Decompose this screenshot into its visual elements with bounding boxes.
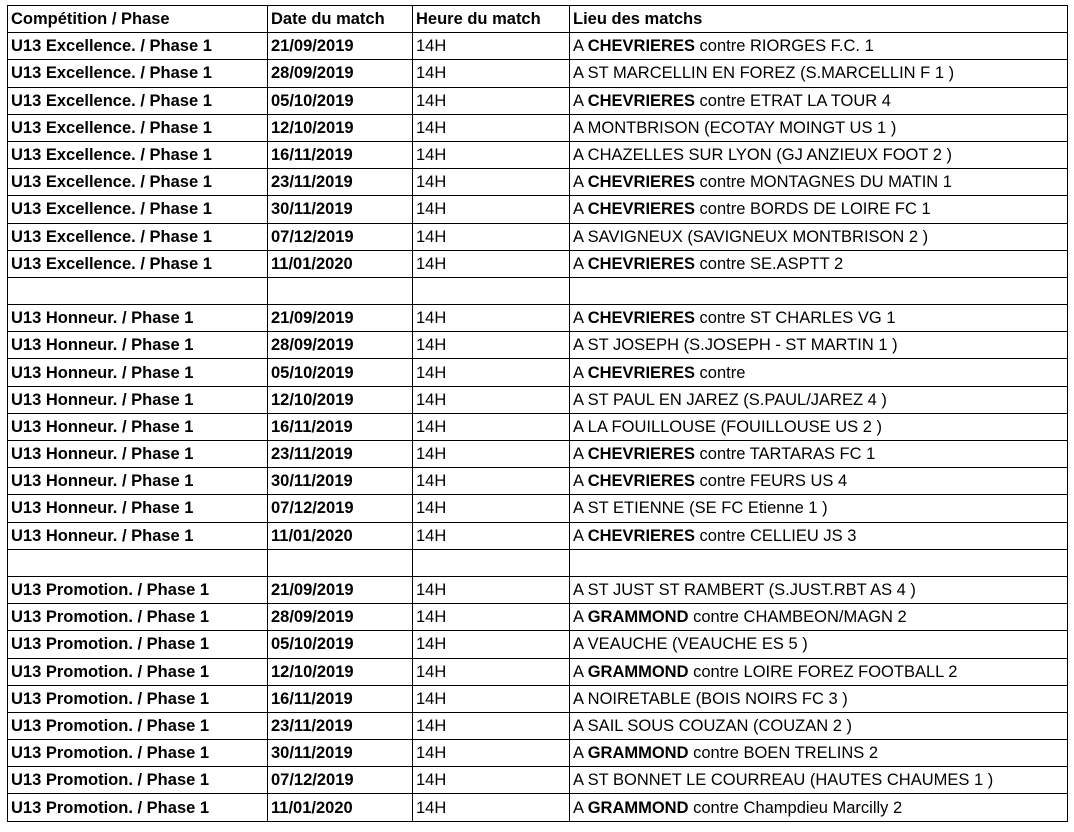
place-lead-text: A bbox=[573, 662, 588, 681]
time-cell: 14H bbox=[413, 767, 570, 794]
place-cell bbox=[570, 60, 1068, 87]
time-cell: 14H bbox=[413, 114, 570, 141]
time-cell: 14H bbox=[413, 141, 570, 168]
time-cell: 14H bbox=[413, 468, 570, 495]
time-cell: 14H bbox=[413, 658, 570, 685]
place-lead-text: A bbox=[573, 608, 588, 627]
home-team-name: CHEVRIERES bbox=[587, 173, 695, 192]
table-row bbox=[8, 522, 1068, 549]
place-lead-text: A VEAUCHE (VEAUCHE ES 5 ) bbox=[573, 635, 808, 654]
date-cell: 16/11/2019 bbox=[268, 685, 413, 712]
place-lead-text: A CHAZELLES SUR LYON (GJ ANZIEUX FOOT 2 ) bbox=[573, 146, 952, 165]
date-cell: 12/10/2019 bbox=[268, 658, 413, 685]
place-trail-text: contre bbox=[694, 363, 746, 382]
time-cell: 14H bbox=[413, 495, 570, 522]
place-lead-text: A SAVIGNEUX (SAVIGNEUX MONTBRISON 2 ) bbox=[573, 227, 929, 246]
home-team-name: GRAMMOND bbox=[587, 798, 689, 817]
home-team-name: CHEVRIERES bbox=[587, 472, 695, 491]
place-lead-text: A bbox=[573, 200, 588, 219]
table-row bbox=[8, 386, 1068, 413]
place-lead-text: A bbox=[573, 472, 588, 491]
place-lead-text: A bbox=[573, 254, 588, 273]
table-row bbox=[8, 658, 1068, 685]
home-team-name: CHEVRIERES bbox=[587, 526, 695, 545]
table-row bbox=[8, 441, 1068, 468]
competition-cell: U13 Excellence. / Phase 1 bbox=[8, 223, 268, 250]
place-lead-text: A bbox=[573, 526, 588, 545]
date-cell: 28/09/2019 bbox=[268, 332, 413, 359]
competition-cell: U13 Honneur. / Phase 1 bbox=[8, 441, 268, 468]
table-row bbox=[8, 468, 1068, 495]
place-cell bbox=[570, 522, 1068, 549]
date-cell: 30/11/2019 bbox=[268, 740, 413, 767]
competition-cell bbox=[8, 549, 268, 576]
competition-cell: U13 Excellence. / Phase 1 bbox=[8, 141, 268, 168]
date-cell: 23/11/2019 bbox=[268, 712, 413, 739]
time-cell: 14H bbox=[413, 169, 570, 196]
place-lead-text: A bbox=[573, 173, 588, 192]
date-cell: 12/10/2019 bbox=[268, 386, 413, 413]
date-cell: 07/12/2019 bbox=[268, 495, 413, 522]
place-trail-text: contre LOIRE FOREZ FOOTBALL 2 bbox=[688, 662, 958, 681]
place-cell bbox=[570, 359, 1068, 386]
place-lead-text: A bbox=[573, 91, 588, 110]
header-row bbox=[8, 6, 1068, 33]
time-cell: 14H bbox=[413, 223, 570, 250]
home-team-name: GRAMMOND bbox=[587, 744, 689, 763]
table-row bbox=[8, 196, 1068, 223]
time-cell: 14H bbox=[413, 359, 570, 386]
place-lead-text: A LA FOUILLOUSE (FOUILLOUSE US 2 ) bbox=[573, 417, 883, 436]
place-trail-text: contre ST CHARLES VG 1 bbox=[694, 309, 896, 328]
place-cell bbox=[570, 495, 1068, 522]
date-cell: 21/09/2019 bbox=[268, 305, 413, 332]
place-cell bbox=[570, 549, 1068, 576]
table-row bbox=[8, 604, 1068, 631]
competition-cell: U13 Honneur. / Phase 1 bbox=[8, 359, 268, 386]
place-cell bbox=[570, 277, 1068, 304]
time-cell: 14H bbox=[413, 740, 570, 767]
place-lead-text: A MONTBRISON (ECOTAY MOINGT US 1 ) bbox=[573, 118, 897, 137]
place-lead-text: A bbox=[573, 798, 588, 817]
place-cell bbox=[570, 196, 1068, 223]
place-cell bbox=[570, 631, 1068, 658]
date-cell bbox=[268, 549, 413, 576]
place-lead-text: A ST PAUL EN JAREZ (S.PAUL/JAREZ 4 ) bbox=[573, 390, 887, 409]
table-row bbox=[8, 33, 1068, 60]
place-cell bbox=[570, 576, 1068, 603]
date-cell: 05/10/2019 bbox=[268, 87, 413, 114]
table-row bbox=[8, 141, 1068, 168]
place-lead-text: A bbox=[573, 37, 588, 56]
schedule-body bbox=[8, 33, 1068, 821]
competition-cell: U13 Promotion. / Phase 1 bbox=[8, 685, 268, 712]
place-cell bbox=[570, 305, 1068, 332]
table-row bbox=[8, 250, 1068, 277]
time-cell bbox=[413, 549, 570, 576]
table-row bbox=[8, 305, 1068, 332]
competition-cell: U13 Promotion. / Phase 1 bbox=[8, 604, 268, 631]
place-lead-text: A bbox=[573, 363, 588, 382]
place-cell bbox=[570, 685, 1068, 712]
header-competition: Compétition / Phase bbox=[8, 6, 268, 33]
place-cell bbox=[570, 386, 1068, 413]
place-trail-text: contre FEURS US 4 bbox=[694, 472, 848, 491]
time-cell: 14H bbox=[413, 576, 570, 603]
time-cell: 14H bbox=[413, 441, 570, 468]
time-cell: 14H bbox=[413, 250, 570, 277]
place-cell bbox=[570, 413, 1068, 440]
time-cell: 14H bbox=[413, 685, 570, 712]
date-cell: 28/09/2019 bbox=[268, 60, 413, 87]
date-cell: 12/10/2019 bbox=[268, 114, 413, 141]
date-cell bbox=[268, 277, 413, 304]
competition-cell: U13 Honneur. / Phase 1 bbox=[8, 413, 268, 440]
place-cell bbox=[570, 141, 1068, 168]
place-cell bbox=[570, 658, 1068, 685]
table-row bbox=[8, 631, 1068, 658]
competition-cell: U13 Excellence. / Phase 1 bbox=[8, 114, 268, 141]
place-trail-text: contre RIORGES F.C. 1 bbox=[694, 37, 874, 56]
date-cell: 23/11/2019 bbox=[268, 441, 413, 468]
home-team-name: CHEVRIERES bbox=[587, 254, 695, 273]
time-cell: 14H bbox=[413, 60, 570, 87]
home-team-name: GRAMMOND bbox=[587, 662, 689, 681]
competition-cell: U13 Excellence. / Phase 1 bbox=[8, 169, 268, 196]
header-place: Lieu des matchs bbox=[570, 6, 1068, 33]
time-cell: 14H bbox=[413, 522, 570, 549]
home-team-name: GRAMMOND bbox=[587, 608, 689, 627]
competition-cell: U13 Honneur. / Phase 1 bbox=[8, 495, 268, 522]
competition-cell: U13 Honneur. / Phase 1 bbox=[8, 305, 268, 332]
competition-cell: U13 Promotion. / Phase 1 bbox=[8, 767, 268, 794]
time-cell: 14H bbox=[413, 332, 570, 359]
date-cell: 23/11/2019 bbox=[268, 169, 413, 196]
date-cell: 16/11/2019 bbox=[268, 141, 413, 168]
time-cell: 14H bbox=[413, 631, 570, 658]
date-cell: 05/10/2019 bbox=[268, 631, 413, 658]
table-row bbox=[8, 495, 1068, 522]
competition-cell: U13 Excellence. / Phase 1 bbox=[8, 250, 268, 277]
place-lead-text: A ST MARCELLIN EN FOREZ (S.MARCELLIN F 1 ) bbox=[573, 64, 955, 83]
place-lead-text: A bbox=[573, 744, 588, 763]
date-cell: 05/10/2019 bbox=[268, 359, 413, 386]
home-team-name: CHEVRIERES bbox=[587, 309, 695, 328]
table-row bbox=[8, 359, 1068, 386]
place-cell bbox=[570, 712, 1068, 739]
table-row bbox=[8, 223, 1068, 250]
date-cell: 21/09/2019 bbox=[268, 576, 413, 603]
place-lead-text: A SAIL SOUS COUZAN (COUZAN 2 ) bbox=[573, 716, 853, 735]
table-row bbox=[8, 332, 1068, 359]
time-cell: 14H bbox=[413, 712, 570, 739]
date-cell: 11/01/2020 bbox=[268, 250, 413, 277]
home-team-name: CHEVRIERES bbox=[587, 363, 695, 382]
place-trail-text: contre BORDS DE LOIRE FC 1 bbox=[694, 200, 931, 219]
place-cell bbox=[570, 767, 1068, 794]
place-trail-text: contre Champdieu Marcilly 2 bbox=[688, 798, 903, 817]
table-row bbox=[8, 60, 1068, 87]
table-row bbox=[8, 685, 1068, 712]
table-row bbox=[8, 740, 1068, 767]
separator-row bbox=[8, 277, 1068, 304]
place-cell bbox=[570, 604, 1068, 631]
home-team-name: CHEVRIERES bbox=[587, 200, 695, 219]
competition-cell: U13 Promotion. / Phase 1 bbox=[8, 794, 268, 821]
home-team-name: CHEVRIERES bbox=[587, 37, 695, 56]
place-cell bbox=[570, 250, 1068, 277]
time-cell: 14H bbox=[413, 794, 570, 821]
table-row bbox=[8, 169, 1068, 196]
date-cell: 21/09/2019 bbox=[268, 33, 413, 60]
date-cell: 11/01/2020 bbox=[268, 522, 413, 549]
competition-cell: U13 Promotion. / Phase 1 bbox=[8, 631, 268, 658]
competition-cell: U13 Excellence. / Phase 1 bbox=[8, 60, 268, 87]
competition-cell: U13 Promotion. / Phase 1 bbox=[8, 658, 268, 685]
separator-row bbox=[8, 549, 1068, 576]
place-lead-text: A ST JUST ST RAMBERT (S.JUST.RBT AS 4 ) bbox=[573, 581, 916, 600]
date-cell: 07/12/2019 bbox=[268, 767, 413, 794]
time-cell: 14H bbox=[413, 33, 570, 60]
date-cell: 16/11/2019 bbox=[268, 413, 413, 440]
time-cell: 14H bbox=[413, 604, 570, 631]
date-cell: 07/12/2019 bbox=[268, 223, 413, 250]
place-lead-text: A ST ETIENNE (SE FC Etienne 1 ) bbox=[573, 499, 828, 518]
competition-cell: U13 Promotion. / Phase 1 bbox=[8, 576, 268, 603]
time-cell: 14H bbox=[413, 196, 570, 223]
place-lead-text: A ST JOSEPH (S.JOSEPH - ST MARTIN 1 ) bbox=[573, 336, 898, 355]
competition-cell: U13 Honneur. / Phase 1 bbox=[8, 386, 268, 413]
time-cell: 14H bbox=[413, 413, 570, 440]
place-cell bbox=[570, 740, 1068, 767]
place-lead-text: A bbox=[573, 309, 588, 328]
competition-cell: U13 Excellence. / Phase 1 bbox=[8, 87, 268, 114]
competition-cell: U13 Promotion. / Phase 1 bbox=[8, 712, 268, 739]
place-lead-text: A NOIRETABLE (BOIS NOIRS FC 3 ) bbox=[573, 689, 848, 708]
place-trail-text: contre BOEN TRELINS 2 bbox=[688, 744, 879, 763]
table-row bbox=[8, 712, 1068, 739]
table-row bbox=[8, 794, 1068, 821]
header-time: Heure du match bbox=[413, 6, 570, 33]
place-trail-text: contre ETRAT LA TOUR 4 bbox=[694, 91, 891, 110]
competition-cell: U13 Honneur. / Phase 1 bbox=[8, 522, 268, 549]
table-row bbox=[8, 576, 1068, 603]
competition-cell: U13 Excellence. / Phase 1 bbox=[8, 196, 268, 223]
place-trail-text: contre TARTARAS FC 1 bbox=[694, 445, 876, 464]
time-cell bbox=[413, 277, 570, 304]
date-cell: 30/11/2019 bbox=[268, 468, 413, 495]
date-cell: 11/01/2020 bbox=[268, 794, 413, 821]
match-schedule-table bbox=[7, 5, 1068, 822]
competition-cell: U13 Excellence. / Phase 1 bbox=[8, 33, 268, 60]
time-cell: 14H bbox=[413, 305, 570, 332]
place-cell bbox=[570, 114, 1068, 141]
place-cell bbox=[570, 223, 1068, 250]
place-lead-text: A bbox=[573, 445, 588, 464]
date-cell: 30/11/2019 bbox=[268, 196, 413, 223]
time-cell: 14H bbox=[413, 386, 570, 413]
place-cell bbox=[570, 87, 1068, 114]
place-trail-text: contre MONTAGNES DU MATIN 1 bbox=[694, 173, 952, 192]
table-row bbox=[8, 114, 1068, 141]
competition-cell: U13 Honneur. / Phase 1 bbox=[8, 332, 268, 359]
competition-cell: U13 Honneur. / Phase 1 bbox=[8, 468, 268, 495]
place-trail-text: contre SE.ASPTT 2 bbox=[694, 254, 844, 273]
date-cell: 28/09/2019 bbox=[268, 604, 413, 631]
place-cell bbox=[570, 468, 1068, 495]
competition-cell bbox=[8, 277, 268, 304]
place-trail-text: contre CHAMBEON/MAGN 2 bbox=[688, 608, 907, 627]
place-cell bbox=[570, 169, 1068, 196]
header-date: Date du match bbox=[268, 6, 413, 33]
home-team-name: CHEVRIERES bbox=[587, 445, 695, 464]
place-lead-text: A ST BONNET LE COURREAU (HAUTES CHAUMES 1 ) bbox=[573, 771, 994, 790]
place-cell bbox=[570, 794, 1068, 821]
table-row bbox=[8, 767, 1068, 794]
home-team-name: CHEVRIERES bbox=[587, 91, 695, 110]
competition-cell: U13 Promotion. / Phase 1 bbox=[8, 740, 268, 767]
time-cell: 14H bbox=[413, 87, 570, 114]
place-cell bbox=[570, 441, 1068, 468]
place-cell bbox=[570, 33, 1068, 60]
place-trail-text: contre CELLIEU JS 3 bbox=[694, 526, 857, 545]
table-row bbox=[8, 413, 1068, 440]
table-row bbox=[8, 87, 1068, 114]
place-cell bbox=[570, 332, 1068, 359]
